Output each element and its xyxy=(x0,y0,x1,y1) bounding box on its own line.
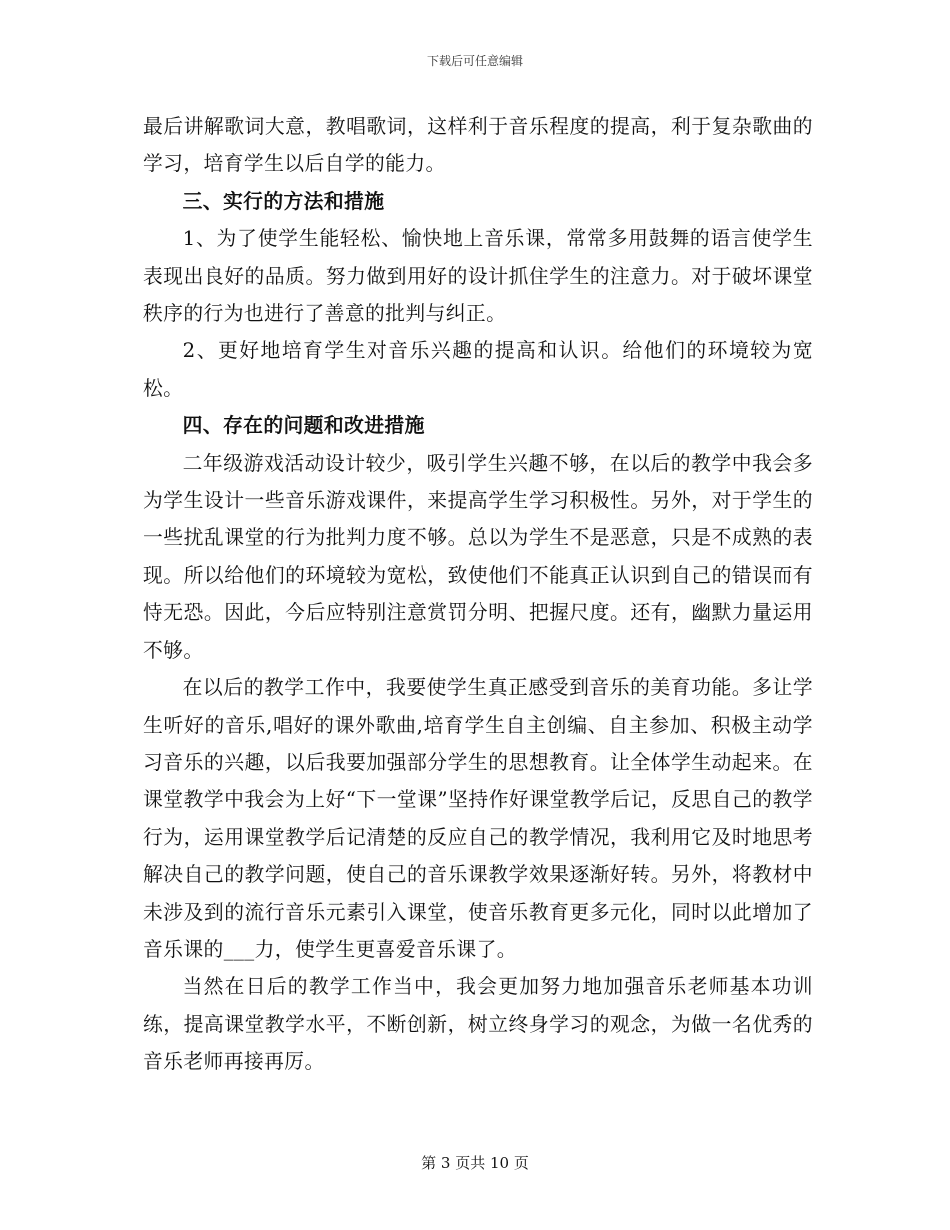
page-number: 第 3 页共 10 页 xyxy=(421,1154,529,1172)
paragraph-method-2: 2、更好地培育学生对音乐兴趣的提高和认识。给他们的环境较为宽松。 xyxy=(143,339,813,400)
paragraph-improvements: 在以后的教学工作中，我要使学生真正感受到音乐的美育功能。多让学生听好的音乐,唱好的课外歌曲,培育学生自主创编、自主参加、积极主动学习音乐的兴趣，以后我要加强部分学生的思想教育。让全体学生动起来。在课堂教学中我会为上好“下一堂课”坚持作好课堂教学后记，反思自己的教学行为，运用课堂教学后记清楚的反应自己的教学情况，我利用它及时地思考解决自己的教学问题，使自己的音乐课教学效果逐渐好转。另外，将教材中未涉及到的流行音乐元素引入课堂，使音乐教育更多元化，同时以此增加了音乐课的___力，使学生更喜爱音乐课了。 xyxy=(143,676,813,961)
paragraph-problems: 二年级游戏活动设计较少，吸引学生兴趣不够，在以后的教学中我会多为学生设计一些音乐游戏课件，来提高学生学习积极性。另外，对于学生的一些扰乱课堂的行为批判力度不够。总以为学生不是恶意，只是不成熟的表现。所以给他们的环境较为宽松，致使他们不能真正认识到自己的错误而有恃无恐。因此，今后应特别注意赏罚分明、把握尺度。还有，幽默力量运用不够。 xyxy=(143,451,813,662)
paragraph-method-1: 1、为了使学生能轻松、愉快地上音乐课，常常多用鼓舞的语言使学生表现出良好的品质。努力做到用好的设计抓住学生的注意力。对于破坏课堂秩序的行为也进行了善意的批判与纠正。 xyxy=(143,227,813,326)
page-header: 下载后可任意编辑 xyxy=(426,54,523,68)
paragraph-conclusion: 当然在日后的教学工作当中，我会更加努力地加强音乐老师基本功训练，提高课堂教学水平，不断创新，树立终身学习的观念，为做一名优秀的音乐老师再接再厉。 xyxy=(143,975,813,1074)
document-body xyxy=(143,108,813,1081)
section-heading-4: 四、存在的问题和改进措施 xyxy=(182,413,425,438)
paragraph-continuation: 最后讲解歌词大意，教唱歌词，这样利于音乐程度的提高，利于复杂歌曲的学习，培育学生以后自学的能力。 xyxy=(143,115,813,176)
section-heading-3: 三、实行的方法和措施 xyxy=(182,188,385,213)
